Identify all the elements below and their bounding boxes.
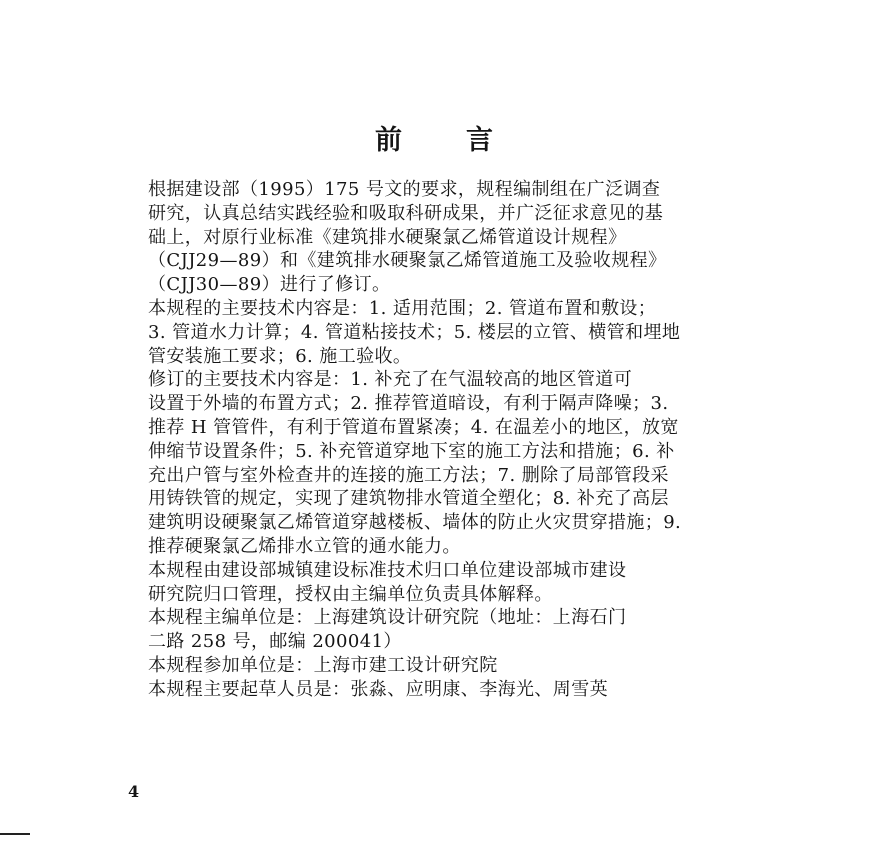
- text-line: 用铸铁管的规定，实现了建筑物排水管道全塑化；8. 补充了高层: [148, 488, 669, 510]
- text-line: 修订的主要技术内容是：1. 补充了在气温较高的地区管道可: [148, 369, 633, 391]
- text-line: 本规程参加单位是：上海市建工设计研究院: [148, 654, 498, 676]
- text-line: 研究，认真总结实践经验和吸取科研成果，并广泛征求意见的基: [148, 202, 664, 224]
- text-line: 建筑明设硬聚氯乙烯管道穿越楼板、墙体的防止火灾贯穿措施；9.: [148, 512, 682, 534]
- paragraph: [112, 606, 792, 654]
- paragraph: [112, 559, 792, 607]
- scan-edge-mark: [0, 833, 30, 835]
- title-char-2: 言: [466, 125, 495, 156]
- text-line: 本规程主编单位是：上海建筑设计研究院（地址：上海石门: [148, 607, 627, 629]
- text-line: 础上，对原行业标准《建筑排水硬聚氯乙烯管道设计规程》: [148, 226, 627, 248]
- text-line: 本规程由建设部城镇建设标准技术归口单位建设部城市建设: [148, 559, 627, 581]
- text-line: 伸缩节设置条件；5. 补充管道穿地下室的施工方法和措施；6. 补: [148, 440, 675, 462]
- paragraph: [112, 368, 792, 558]
- text-line: （CJJ30—89）进行了修订。: [148, 274, 391, 296]
- text-line: 3. 管道水力计算；4. 管道粘接技术；5. 楼层的立管、横管和埋地: [148, 321, 681, 343]
- paragraph: [112, 654, 792, 678]
- paragraph: [112, 178, 792, 297]
- text-line: （CJJ29—89）和《建筑排水硬聚氯乙烯管道施工及验收规程》: [148, 250, 667, 272]
- text-line: 二路 258 号，邮编 200041）: [148, 631, 402, 653]
- page-number: 4: [128, 782, 140, 801]
- paragraph: [112, 297, 792, 368]
- page-title: [0, 118, 870, 157]
- text-line: 本规程的主要技术内容是：1. 适用范围；2. 管道布置和敷设；: [148, 297, 657, 319]
- text-line: 根据建设部（1995）175 号文的要求，规程编制组在广泛调查: [148, 179, 661, 200]
- paragraph: [112, 678, 792, 702]
- text-line: 研究院归口管理，授权由主编单位负责具体解释。: [148, 583, 553, 605]
- text-line: 管安装施工要求；6. 施工验收。: [148, 345, 412, 367]
- text-line: 设置于外墙的布置方式；2. 推荐管道暗设，有利于隔声降噪；3.: [148, 393, 669, 415]
- text-line: 推荐 H 管管件，有利于管道布置紧凑；4. 在温差小的地区，放宽: [148, 416, 679, 438]
- text-line: 充出户管与室外检查井的连接的施工方法；7. 删除了局部管段采: [148, 464, 669, 486]
- text-line: 本规程主要起草人员是：张淼、应明康、李海光、周雪英: [148, 678, 608, 700]
- title-char-1: 前: [375, 125, 404, 156]
- preface-body: [112, 178, 792, 702]
- text-line: 推荐硬聚氯乙烯排水立管的通水能力。: [148, 535, 461, 557]
